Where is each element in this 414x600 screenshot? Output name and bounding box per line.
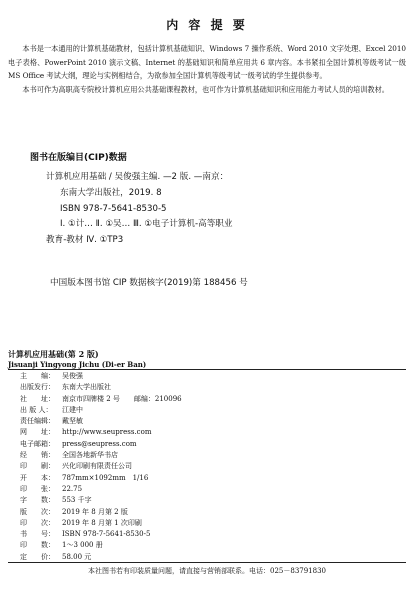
colophon-row <box>20 540 400 551</box>
colophon-row <box>20 382 400 393</box>
abstract-paragraph: 本书可作为高职高专院校计算机应用公共基础课程教材，也可作为计算机基础知识和应用能力考试人员的培训教材。 <box>22 84 389 94</box>
colophon-value: 58.00 元 <box>62 552 92 561</box>
book-title: 计算机应用基础(第 2 版) <box>8 349 99 359</box>
cip-heading: 图书在版编目(CIP)数据 <box>30 153 127 163</box>
colophon-value: 江建中 <box>62 405 83 414</box>
divider-bottom <box>8 562 406 563</box>
colophon-label: 版 次： <box>20 507 55 516</box>
colophon-row <box>20 484 400 495</box>
cip-line: Ⅰ. ①计… Ⅱ. ①吴… Ⅲ. ①电子计算机-高等职业 <box>60 219 233 230</box>
colophon-label: 印 刷： <box>20 462 55 471</box>
colophon-value: 1～3 000 册 <box>62 541 103 550</box>
colophon-row <box>20 427 400 438</box>
colophon <box>20 371 400 563</box>
colophon-value: 戴坚敏 <box>62 417 83 426</box>
colophon-label: 网 址： <box>20 428 55 437</box>
colophon-row <box>20 461 400 472</box>
colophon-row <box>20 507 400 518</box>
colophon-label: 出 版 人： <box>20 405 53 414</box>
cip-line: 教育-教材 Ⅳ. ①TP3 <box>46 235 124 246</box>
cip-line: 计算机应用基础 / 吴俊强主编. —2 版. —南京： <box>46 172 229 182</box>
colophon-row <box>20 439 400 450</box>
colophon-label: 出版发行： <box>20 383 55 392</box>
colophon-value: http://www.seupress.com <box>62 428 152 437</box>
cip-line: ISBN 978-7-5641-8530-5 <box>60 203 167 214</box>
colophon-label: 印 次： <box>20 518 55 527</box>
abstract-paragraph: 本书是一本通用的计算机基础教材，包括计算机基础知识、Windows 7 操作系统、Word 2010 文字处理、Excel 2010 电子表格、PowerPoint 2010 演示文稿、Internet 的基础知识和简单应用共 6 章内容。本书紧扣全国计算机等级考试一级 MS Office 考试大纲，理论与实例相结合，为欲参加全国计算机等级考试一级考试的学生提供参考。 <box>8 44 406 81</box>
colophon-value: press@seupress.com <box>62 439 137 448</box>
colophon-label: 经 销： <box>20 451 55 460</box>
colophon-row <box>20 394 400 405</box>
colophon-row <box>20 473 400 484</box>
colophon-value: 全国各地新华书店 <box>62 451 118 460</box>
abstract-block <box>8 42 406 96</box>
book-title-block <box>8 349 146 369</box>
divider-top <box>8 369 406 370</box>
colophon-row <box>20 450 400 461</box>
colophon-value: 22.75 <box>62 484 83 493</box>
colophon-row <box>20 416 400 427</box>
colophon-value: 553 千字 <box>62 496 92 505</box>
cip-line: 东南大学出版社，2019. 8 <box>60 187 162 198</box>
colophon-label: 主 编： <box>20 372 55 380</box>
colophon-row <box>20 518 400 529</box>
colophon-label: 电子邮箱： <box>20 439 55 448</box>
cip-record <box>46 170 386 249</box>
colophon-label: 社 址： <box>20 394 55 403</box>
colophon-value: 兴化印刷有限责任公司 <box>62 462 132 471</box>
colophon-label: 开 本： <box>20 473 55 482</box>
colophon-label: 印 数： <box>20 541 55 550</box>
colophon-value: 2019 年 8 月第 2 版 <box>62 507 128 516</box>
colophon-label: 责任编辑： <box>20 417 55 426</box>
page-title: 内 容 提 要 <box>166 18 248 32</box>
colophon-value: 2019 年 8 月第 1 次印刷 <box>62 518 142 527</box>
book-title-pinyin: Jisuanji Yingyong Jichu (Di-er Ban) <box>8 360 147 369</box>
colophon-label: 字 数： <box>20 496 55 505</box>
colophon-row <box>20 529 400 540</box>
colophon-value: ISBN 978-7-5641-8530-5 <box>62 530 151 539</box>
colophon-row <box>20 495 400 506</box>
colophon-label: 书 号： <box>20 530 55 539</box>
footer-notice: 本社图书若有印装质量问题，请直接与营销部联系。电话：025－83791830 <box>88 567 326 575</box>
colophon-value: 东南大学出版社 <box>62 383 111 392</box>
colophon-value: 吴俊强 <box>62 372 83 380</box>
colophon-row <box>20 405 400 416</box>
colophon-value: 南京市四牌楼 2 号 邮编：210096 <box>62 394 182 403</box>
colophon-label: 定 价： <box>20 552 55 561</box>
cip-number: 中国版本图书馆 CIP 数据核字(2019)第 188456 号 <box>50 278 248 288</box>
colophon-value: 787mm×1092mm 1/16 <box>62 473 149 482</box>
colophon-label: 印 张： <box>20 484 55 493</box>
colophon-row <box>20 371 400 382</box>
